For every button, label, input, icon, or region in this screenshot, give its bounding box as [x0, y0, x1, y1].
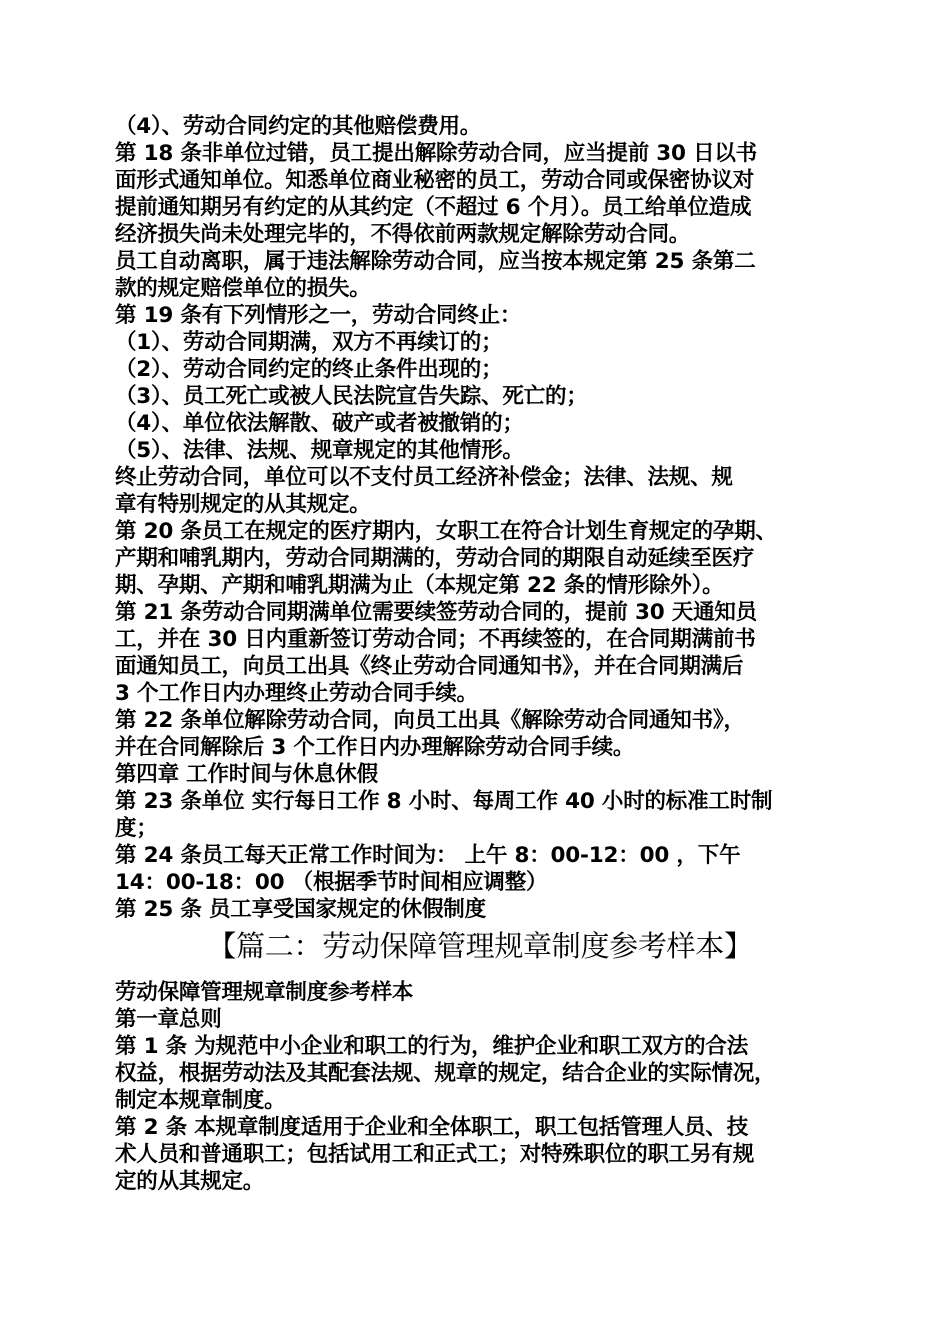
- text-line: 权益，根据劳动法及其配套法规、规章的规定，结合企业的实际情况，: [115, 1061, 776, 1086]
- section-heading: 【篇二：劳动保障管理规章制度参考样本】: [207, 929, 753, 963]
- text-line: 度；: [115, 816, 158, 841]
- text-line: 面形式通知单位。知悉单位商业秘密的员工，劳动合同或保密协议对: [115, 168, 755, 193]
- text-line: 终止劳动合同，单位可以不支付员工经济补偿金；法律、法规、规: [115, 465, 733, 490]
- text-line: 期、孕期、产期和哺乳期满为止（本规定第 22 条的情形除外）。: [115, 573, 724, 598]
- text-line: 第 1 条 为规范中小企业和职工的行为，维护企业和职工双方的合法: [115, 1034, 749, 1059]
- text-line: 面通知员工，向员工出具《终止劳动合同通知书》，并在合同期满后: [115, 654, 744, 679]
- text-line: （4）、劳动合同约定的其他赔偿费用。: [115, 114, 482, 139]
- text-line: 3 个工作日内办理终止劳动合同手续。: [115, 681, 478, 706]
- text-line: 术人员和普通职工；包括试用工和正式工；对特殊职位的职工另有规: [115, 1142, 755, 1167]
- text-line: 产期和哺乳期内，劳动合同期满的，劳动合同的期限自动延续至医疗: [115, 546, 755, 571]
- chapter-heading: 第四章 工作时间与休息休假: [115, 762, 378, 787]
- text-line: 章有特别规定的从其规定。: [115, 492, 371, 517]
- text-line: 14：00-18：00 （根据季节时间相应调整）: [115, 870, 548, 895]
- text-line: （5）、法律、法规、规章规定的其他情形。: [115, 438, 524, 463]
- text-line: 工，并在 30 日内重新签订劳动合同；不再续签的，在合同期满前书: [115, 627, 756, 652]
- text-line: 提前通知期另有约定的从其约定（不超过 6 个月）。员工给单位造成: [115, 195, 752, 220]
- text-line: 第 22 条单位解除劳动合同，向员工出具《解除劳动合同通知书》，: [115, 708, 745, 733]
- text-line: 第 24 条员工每天正常工作时间为： 上午 8：00-12：00 ，下午: [115, 843, 741, 868]
- text-line: 第 18 条非单位过错，员工提出解除劳动合同，应当提前 30 日以书: [115, 141, 757, 166]
- text-line: 第 21 条劳动合同期满单位需要续签劳动合同的，提前 30 天通知员: [115, 600, 757, 625]
- text-line: 定的从其规定。: [115, 1169, 265, 1194]
- text-line: 款的规定赔偿单位的损失。: [115, 276, 371, 301]
- text-line: 第 25 条 员工享受国家规定的休假制度: [115, 897, 486, 922]
- text-line: 员工自动离职，属于违法解除劳动合同，应当按本规定第 25 条第二: [115, 249, 756, 274]
- document-title: 劳动保障管理规章制度参考样本: [115, 980, 414, 1005]
- text-line: 制定本规章制度。: [115, 1088, 286, 1113]
- text-line: 第 23 条单位 实行每日工作 8 小时、每周工作 40 小时的标准工时制: [115, 789, 773, 814]
- text-line: （3）、员工死亡或被人民法院宣告失踪、死亡的；: [115, 384, 588, 409]
- text-line: 第 19 条有下列情形之一，劳动合同终止：: [115, 303, 522, 328]
- text-line: 第 2 条 本规章制度适用于企业和全体职工，职工包括管理人员、技: [115, 1115, 749, 1140]
- text-line: 并在合同解除后 3 个工作日内办理解除劳动合同手续。: [115, 735, 635, 760]
- text-line: （2）、劳动合同约定的终止条件出现的；: [115, 357, 503, 382]
- text-line: 经济损失尚未处理完毕的，不得依前两款规定解除劳动合同。: [115, 222, 691, 247]
- text-line: 第 20 条员工在规定的医疗期内，女职工在符合计划生育规定的孕期、: [115, 519, 777, 544]
- chapter-heading: 第一章总则: [115, 1007, 222, 1032]
- text-line: （1）、劳动合同期满，双方不再续订的；: [115, 330, 503, 355]
- text-line: （4）、单位依法解散、破产或者被撤销的；: [115, 411, 524, 436]
- document-body: [115, 113, 845, 1195]
